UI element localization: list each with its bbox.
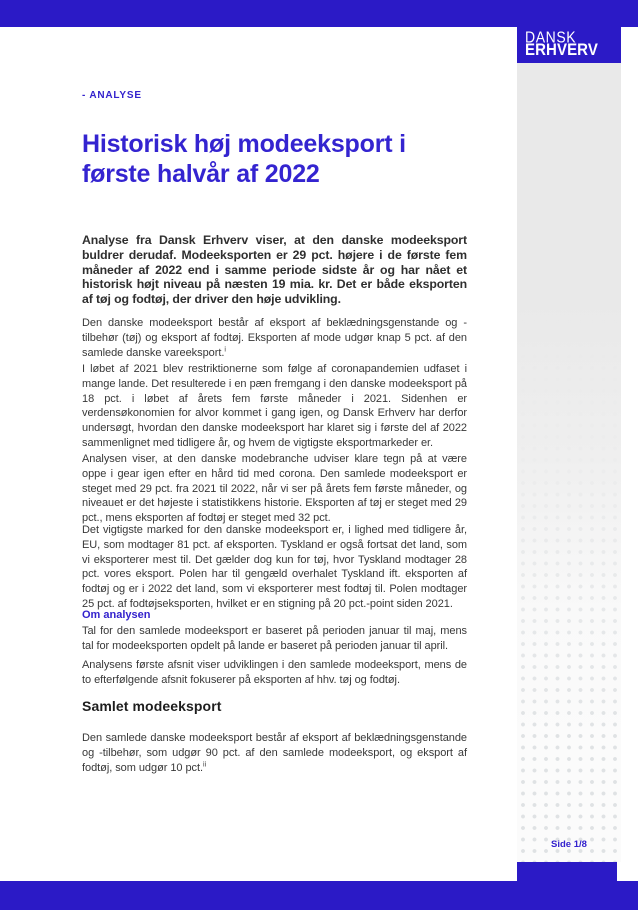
about-paragraph: Analysens første afsnit viser udviklingen i den samlede modeeksport, mens de to efterfølgende afsnit fokuserer på eksporten af hhv. tøj og fodtøj. — [82, 659, 467, 686]
paragraph-text: Den danske modeeksport består af eksport af beklædningsgenstande og -tilbehør (tøj) og eksport af fodtøj. Eksporten af mode udgør knap 5 pct. af den samlede danske vareeksport. — [82, 317, 467, 359]
body-paragraph: I løbet af 2021 blev restriktionerne som følge af coronapandemien udfaset i mange lande. Det resulterede i en pæn fremgang i den danske modeeksport på 18 pct. i løbet af årets fem første måneder i 2021. Sidenhen er verdensøkonomien for alvor kommet i gang igen, og Dansk Erhverv har derfor undersøgt, hvordan den danske modeeksport har klaret sig i første del af 2022 sammenlignet med tidligere år, og hvem de vigtigste eksportmarkeder er. — [82, 363, 467, 449]
document-content — [82, 0, 467, 910]
intro-paragraph: Analyse fra Dansk Erhverv viser, at den danske modeeksport buldrer derudaf. Modeeksporten er 29 pct. højere i de første fem måneder af 2022 end i samme periode sidste år og har nået et historisk højt niveau på næsten 19 mia. kr. Det er både eksporten af tøj og fodtøj, der driver den høje udvikling. — [82, 233, 467, 307]
page-number: Side 1/8 — [551, 839, 587, 850]
footnote-mark-ii: ii — [203, 760, 207, 768]
section-paragraph — [82, 731, 467, 775]
document-title: Historisk høj modeeksport i første halvår af 2022 — [82, 130, 406, 188]
section-heading-samlet-modeeksport: Samlet modeeksport — [82, 698, 222, 714]
body-paragraph — [82, 316, 467, 360]
footnote-mark-i: i — [224, 345, 226, 353]
body-paragraph: Det vigtigste marked for den danske modeeksport er, i lighed med tidligere år, EU, som modtager 81 pct. af eksporten. Tyskland er også fortsat det land, som vi eksporterer mest til. Det gælder dog kun for tøj, hvor Tyskland modtager 28 pct. vores eksport. Polen har til gengæld overhalet Tyskland ift. eksporten af fodtøj og er i 2022 det land, som vi eksporterer mest fodtøj til. Polen modtager 25 pct. af fodtøjseksporten, hvilket er en stigning på 20 pct.-point siden 2021. — [82, 524, 467, 610]
body-paragraph: Analysen viser, at den danske modebranche udviser klare tegn på at være oppe i gear igen efter en hård tid med corona. Den samlede modeeksport er steget med 29 pct. fra 2021 til 2022, når vi ser på årets fem første måneder, og niveauet er det højeste i statistikkens historie. Eksporten af tøj er steget med 29 pct., mens eksporten af fodtøj er steget med 32 pct. — [82, 453, 467, 525]
logo-word-erhverv: ERHVERV — [525, 40, 598, 60]
logo-word-dansk: DANSK — [525, 27, 577, 46]
dansk-erhverv-logo — [517, 0, 621, 63]
about-analysis-heading: Om analysen — [82, 609, 151, 621]
analyse-kicker: - ANALYSE — [82, 90, 142, 101]
about-paragraph: Tal for den samlede modeeksport er baseret på perioden januar til maj, mens tal for modeeksporten opdelt på lande er baseret på perioden januar til april. — [82, 625, 467, 652]
paragraph-text: Den samlede danske modeeksport består af eksport af beklædningsgenstande og -tilbehør, som udgør 90 pct. af den samlede modeeksport, og eksport af fodtøj, som udgør 10 pct. — [82, 732, 467, 774]
sidebar-dot-pattern — [517, 63, 621, 862]
